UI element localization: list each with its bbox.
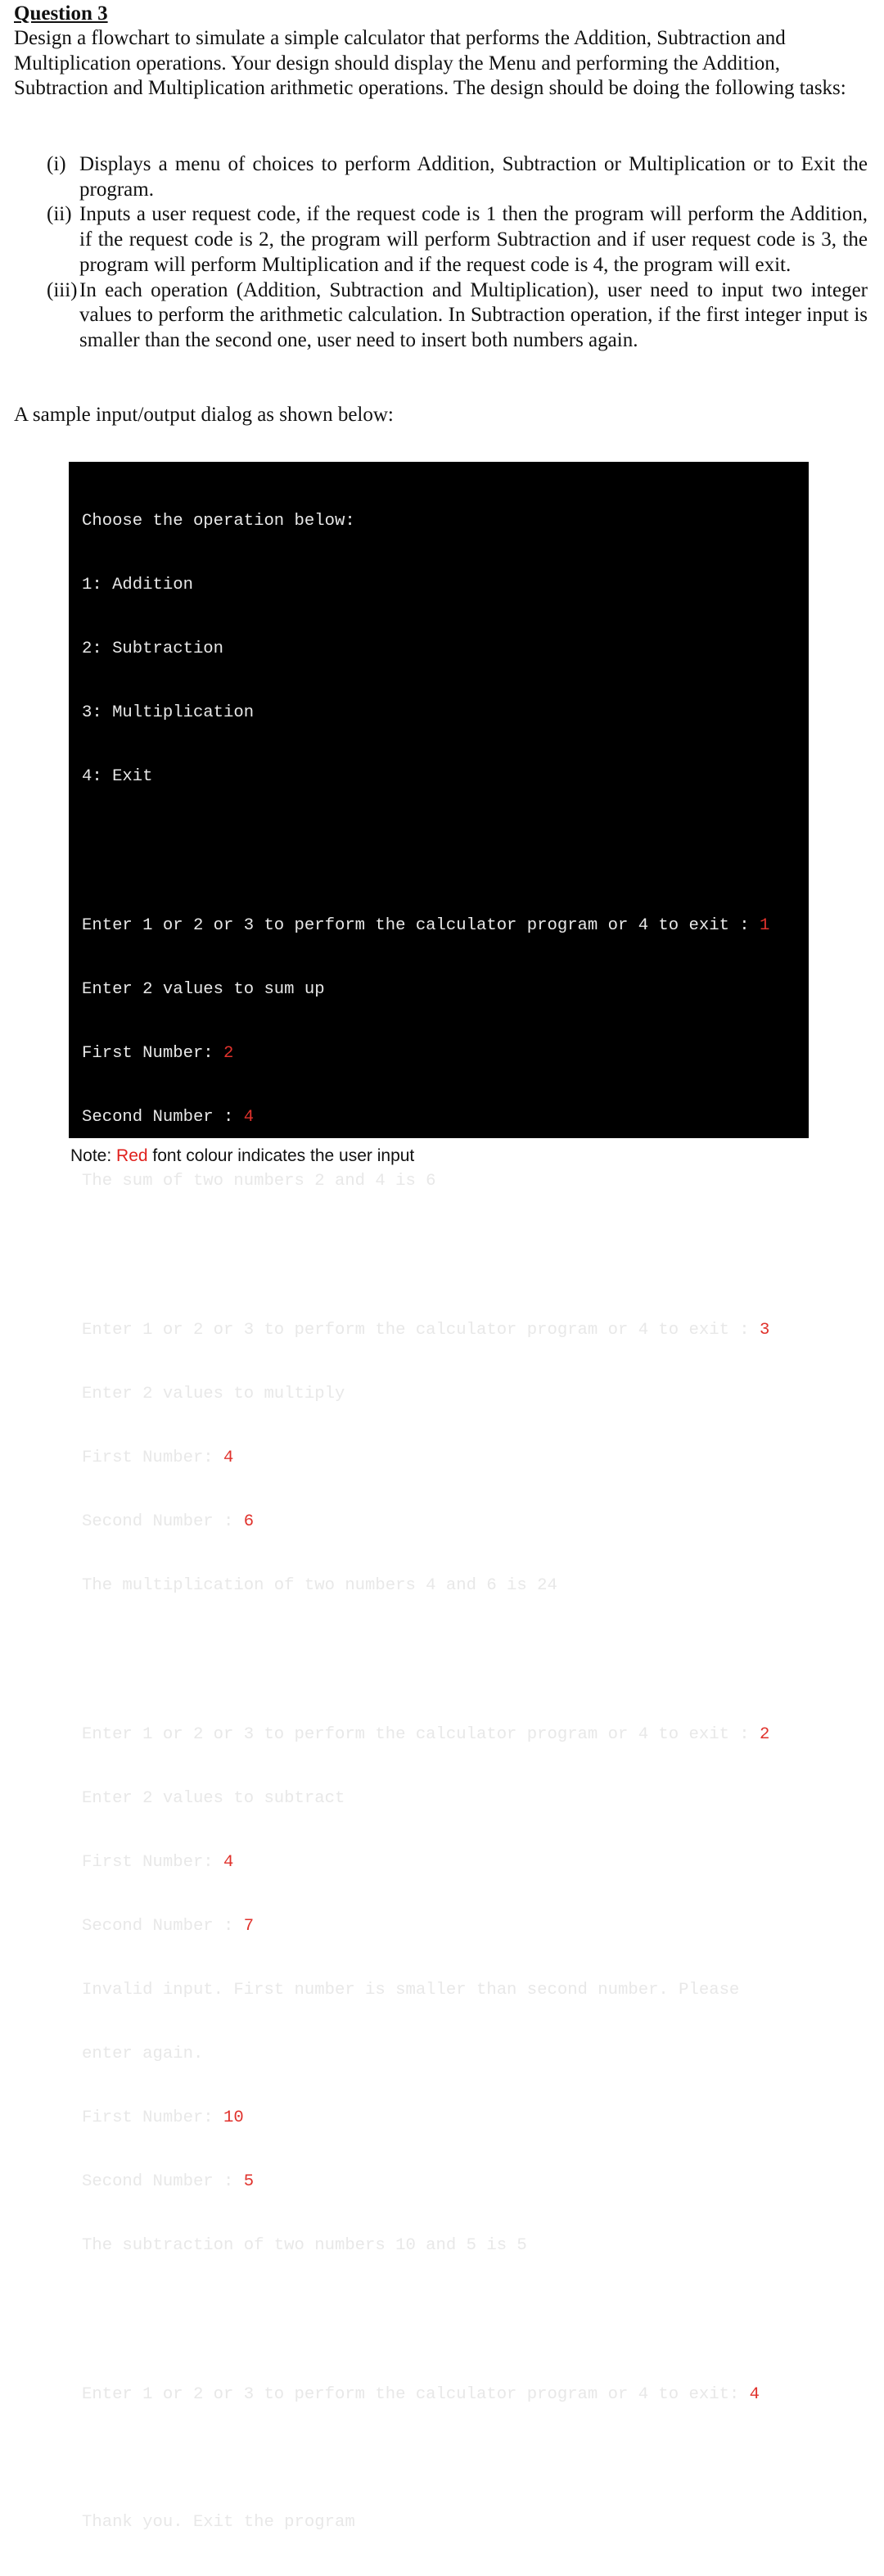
console-line: Thank you. Exit the program bbox=[82, 2513, 355, 2532]
console-line: 2: Subtraction bbox=[82, 639, 224, 658]
console-line bbox=[82, 1043, 809, 1064]
user-input: 4 bbox=[223, 1853, 234, 1872]
user-input: 7 bbox=[243, 1917, 255, 1936]
console-line: 4: Exit bbox=[82, 767, 153, 786]
task-list bbox=[47, 152, 868, 354]
first-number-label: First Number: bbox=[82, 1448, 224, 1467]
user-input: 4 bbox=[749, 2385, 760, 2404]
console-line bbox=[82, 1724, 809, 1746]
choice-prompt: Enter 1 or 2 or 3 to perform the calculator program or 4 to exit: bbox=[82, 2385, 750, 2404]
choice-prompt: Enter 1 or 2 or 3 to perform the calculator program or 4 to exit : bbox=[82, 916, 760, 935]
note-prefix: Note: bbox=[70, 1146, 117, 1165]
user-input: 4 bbox=[223, 1448, 234, 1467]
note-suffix: font colour indicates the user input bbox=[147, 1146, 415, 1165]
choice-prompt: Enter 1 or 2 or 3 to perform the calculator program or 4 to exit : bbox=[82, 1725, 760, 1744]
second-number-label: Second Number : bbox=[82, 2172, 244, 2191]
console-line bbox=[82, 1916, 809, 1937]
console-line bbox=[82, 1320, 809, 1341]
user-input: 6 bbox=[243, 1512, 255, 1531]
second-number-label: Second Number : bbox=[82, 1917, 244, 1936]
question-intro: Design a flowchart to simulate a simple calculator that performs the Addition, Subtraction and Multiplication operations. Your design should display the Menu and performing the Addition, Subtraction and Multiplication arithmetic operations. The design should be doing the following tasks: bbox=[14, 27, 846, 100]
task-number: (ii) bbox=[47, 203, 72, 226]
console-line: enter again. bbox=[82, 2045, 204, 2063]
second-number-label: Second Number : bbox=[82, 1512, 244, 1531]
user-input: 3 bbox=[760, 1321, 770, 1340]
first-number-label: First Number: bbox=[82, 1044, 224, 1063]
question-title: Question 3 bbox=[14, 2, 108, 25]
sample-dialog-caption: A sample input/output dialog as shown below: bbox=[14, 404, 394, 426]
console-line bbox=[82, 1448, 809, 1469]
console-line: Enter 2 values to sum up bbox=[82, 980, 325, 999]
console-line: Enter 2 values to subtract bbox=[82, 1789, 345, 1808]
note-red-word: Red bbox=[116, 1146, 148, 1165]
note bbox=[70, 1145, 414, 1168]
choice-prompt: Enter 1 or 2 or 3 to perform the calculator program or 4 to exit : bbox=[82, 1321, 760, 1340]
console-line: 1: Addition bbox=[82, 576, 193, 594]
console-line bbox=[82, 2172, 809, 2193]
console-line: The subtraction of two numbers 10 and 5 is 5 bbox=[82, 2236, 527, 2255]
second-number-label: Second Number : bbox=[82, 1108, 244, 1127]
console-line: 3: Multiplication bbox=[82, 703, 255, 722]
user-input: 2 bbox=[760, 1725, 770, 1744]
task-number: (iii) bbox=[47, 278, 78, 301]
user-input: 10 bbox=[223, 2108, 244, 2127]
task-text: In each operation (Addition, Subtraction and Multiplication), user need to input two integer values to perform the arithmetic calculation. In Subtraction operation, if the first integer input is smaller than the second one, user need to insert both numbers again. bbox=[79, 278, 868, 351]
console-line: The sum of two numbers 2 and 4 is 6 bbox=[82, 1172, 436, 1191]
first-number-label: First Number: bbox=[82, 1853, 224, 1872]
console-line: Enter 2 values to multiply bbox=[82, 1385, 345, 1403]
console-line bbox=[82, 1852, 809, 1873]
console-line bbox=[82, 915, 809, 937]
user-input: 2 bbox=[223, 1044, 234, 1063]
task-number: (i) bbox=[47, 153, 66, 175]
console-line: Choose the operation below: bbox=[82, 512, 355, 531]
task-item bbox=[47, 202, 868, 278]
user-input: 4 bbox=[243, 1108, 255, 1127]
task-item bbox=[47, 278, 868, 354]
console-line bbox=[82, 2108, 809, 2129]
console-line bbox=[82, 2384, 809, 2406]
console-line: The multiplication of two numbers 4 and 6 is 24 bbox=[82, 1576, 557, 1595]
task-text: Inputs a user request code, if the request code is 1 then the program will perform the Addition, if the request code is 2, the program will perform Subtraction and if user request code is 3, the program will perform Multiplication and if the request code is 4, the program will exit. bbox=[79, 203, 868, 276]
console-line bbox=[82, 1107, 809, 1128]
user-input: 1 bbox=[760, 916, 770, 935]
task-item bbox=[47, 152, 868, 202]
console-line bbox=[82, 1512, 809, 1533]
task-text: Displays a menu of choices to perform Addition, Subtraction or Multiplication or to Exit the program. bbox=[79, 153, 868, 201]
console-line: Invalid input. First number is smaller than second number. Please bbox=[82, 1981, 740, 2000]
first-number-label: First Number: bbox=[82, 2108, 224, 2127]
user-input: 5 bbox=[243, 2172, 255, 2191]
